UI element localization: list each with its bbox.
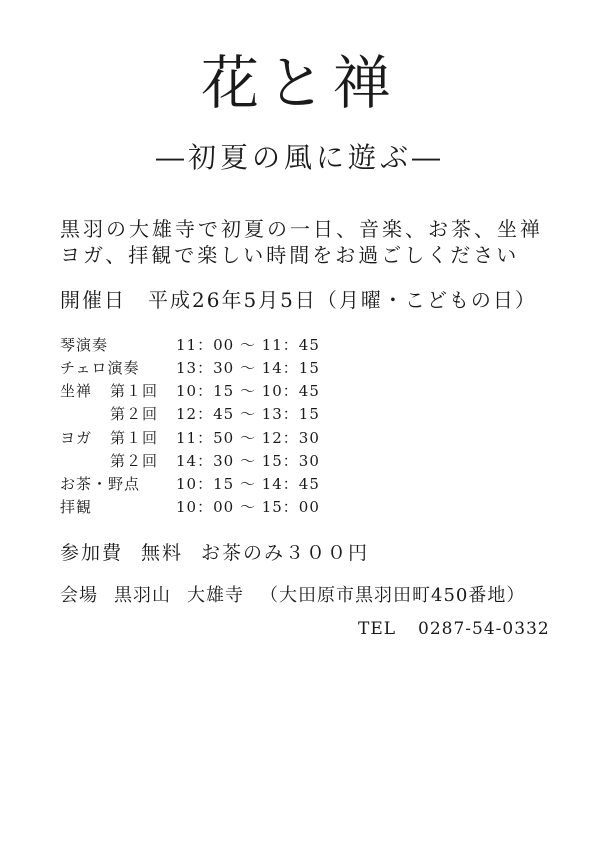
page-title: 花と禅 — [200, 49, 399, 117]
tel-label: TEL — [358, 619, 397, 639]
page-subtitle: ―初夏の風に遊ぶ― — [155, 141, 444, 174]
schedule-time: 11：00 ～ 11：45 — [176, 336, 320, 354]
schedule-time: 14：30 ～ 15：30 — [176, 452, 320, 470]
participation-fee — [60, 540, 369, 566]
schedule-label: チェロ演奏 — [60, 359, 140, 377]
fee-note: お茶のみ３００円 — [201, 542, 370, 564]
schedule-row — [0, 403, 600, 425]
schedule-row — [0, 427, 600, 449]
schedule-row — [0, 380, 600, 402]
schedule-time: 10：00 ～ 15：00 — [176, 498, 320, 516]
schedule-row — [0, 496, 600, 518]
venue-address: （大田原市黒羽田町450番地） — [260, 585, 526, 606]
intro-line-1: 黒羽の大雄寺で初夏の一日、音楽、お茶、坐禅 — [60, 217, 543, 241]
schedule-label: 拝観 — [60, 498, 93, 516]
schedule-session: 第１回 — [110, 429, 159, 447]
schedule-label: 琴演奏 — [60, 336, 109, 354]
schedule-session: 第１回 — [110, 382, 159, 400]
fee-value: 無料 — [141, 542, 184, 564]
schedule-label: ヨガ — [60, 429, 93, 447]
schedule-time: 11：50 ～ 12：30 — [176, 429, 320, 447]
schedule-label: 坐禅 — [60, 382, 93, 400]
event-date-label: 開催日 — [60, 288, 126, 312]
schedule-session: 第２回 — [110, 452, 159, 470]
venue — [60, 584, 525, 608]
schedule-label: お茶・野点 — [60, 475, 141, 493]
schedule-row — [0, 357, 600, 379]
schedule-row — [0, 450, 600, 472]
schedule-time: 10：15 ～ 10：45 — [176, 382, 320, 400]
venue-label: 会場 — [60, 585, 98, 606]
event-date — [60, 287, 537, 313]
fee-label: 参加費 — [60, 542, 124, 564]
telephone — [358, 617, 550, 641]
schedule-time: 12：45 ～ 13：15 — [176, 405, 320, 423]
schedule-session: 第２回 — [110, 405, 159, 423]
venue-name-1: 黒羽山 — [114, 585, 171, 606]
schedule-row — [0, 334, 600, 356]
intro-line-2: ヨガ、拝観で楽しい時間をお過ごしください — [60, 243, 520, 267]
venue-name-2: 大雄寺 — [187, 585, 244, 606]
schedule-row — [0, 473, 600, 495]
schedule-time: 10：15 ～ 14：45 — [176, 475, 320, 493]
event-date-value: 平成26年5月5日（月曜・こどもの日） — [148, 288, 537, 312]
schedule-time: 13：30 ～ 14：15 — [176, 359, 320, 377]
tel-number: 0287-54-0332 — [418, 619, 550, 639]
